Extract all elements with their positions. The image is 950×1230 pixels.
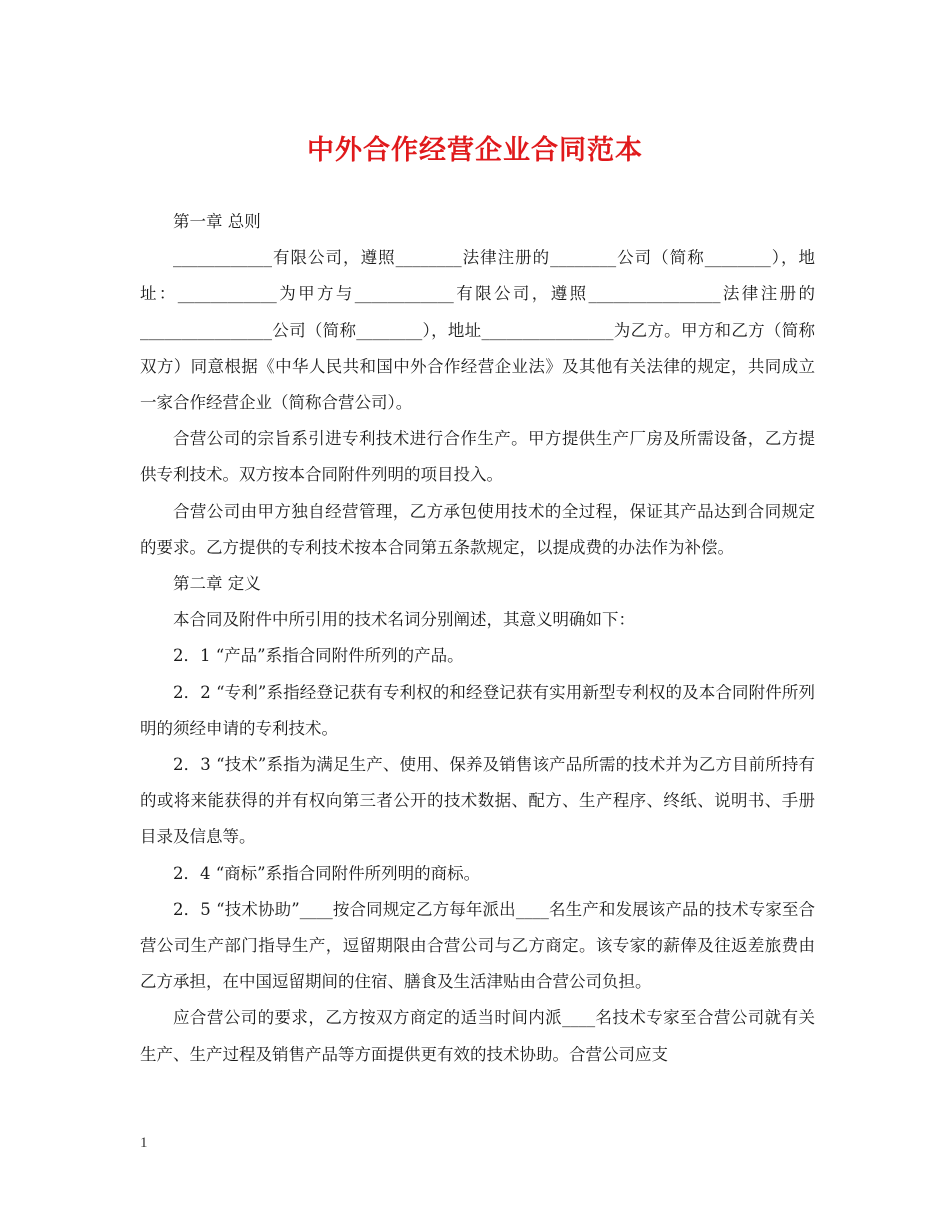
document-title: 中外合作经营企业合同范本 [307,135,643,166]
definition-item: 2．3 “技术”系指为满足生产、使用、保养及销售该产品所需的技术并为乙方目前所持有的或将来能获得的并有权向第三者公开的技术数据、配方、生产程序、终纸、说明书、手册目录及信息等。 [140,755,815,847]
paragraph: ____________有限公司，遵照________法律注册的________公司（简称________），地址：____________为甲方与____________有限公司，遵照________________法律注册的________________公司（简称________），地址________________为乙方。甲方和乙方（简称双方）同意根据《中华人民共和国中外合作经营企业法》及其他有关法律的规定，共同成立一家合作经营企业（简称合营公司）。 [140,248,815,413]
paragraph: 本合同及附件中所引用的技术名词分别阐述，其意义明确如下： [173,610,635,630]
paragraph: 应合营公司的要求，乙方按双方商定的适当时间内派____名技术专家至合营公司就有关生产、生产过程及销售产品等方面提供更有效的技术协助。合营公司应支 [140,1008,815,1064]
page-number: 1 [140,1135,148,1151]
chapter-heading: 第一章 总则 [173,212,261,231]
paragraph: 合营公司的宗旨系引进专利技术进行合作生产。甲方提供生产厂房及所需设备，乙方提供专利技术。双方按本合同附件列明的项目投入。 [140,429,815,485]
paragraph: 合营公司由甲方独自经营管理，乙方承包使用技术的全过程，保证其产品达到合同规定的要求。乙方提供的专利技术按本合同第五条款规定，以提成费的办法作为补偿。 [140,501,815,557]
definition-item: 2．2 “专利”系指经登记获有专利权的和经登记获有实用新型专利权的及本合同附件所列明的须经申请的专利技术。 [140,682,815,738]
definition-item: 2．4 “商标”系指合同附件所列明的商标。 [173,863,481,883]
definition-item: 2．5 “技术协助”____按合同规定乙方每年派出____名生产和发展该产品的技术专家至合营公司生产部门指导生产，逗留期限由合营公司与乙方商定。该专家的薪俸及往返差旅费由乙方承担，在中国逗留期间的住宿、膳食及生活津贴由合营公司负担。 [140,899,815,992]
document-body [140,204,815,1073]
chapter-heading: 第二章 定义 [173,574,261,594]
definition-item: 2．1 “产品”系指合同附件所列的产品。 [173,646,464,666]
